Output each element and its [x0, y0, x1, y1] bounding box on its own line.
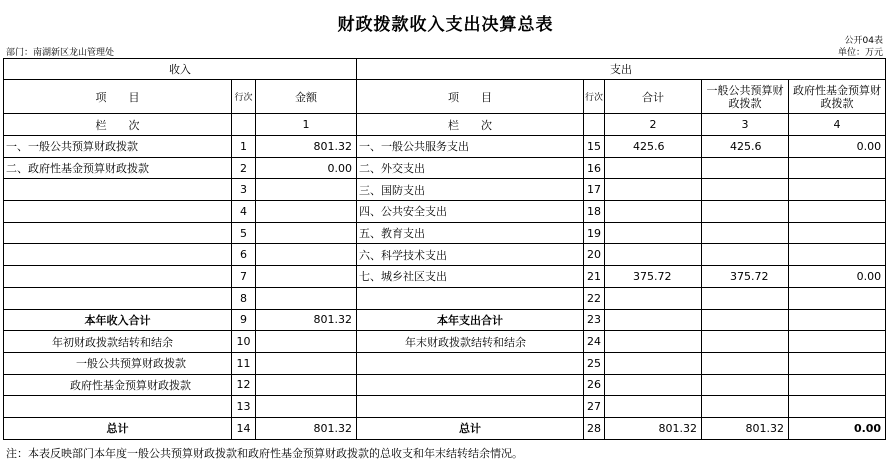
expense-fund: [789, 374, 886, 396]
expense-line: 27: [584, 396, 605, 418]
expense-item: 一、一般公共服务支出: [357, 136, 584, 158]
table-row: [4, 266, 886, 288]
expense-line: 19: [584, 222, 605, 244]
income-line: 11: [232, 352, 256, 374]
expense-total: 801.32: [605, 417, 702, 439]
expense-total-header: 合计: [605, 80, 702, 114]
expense-fund: [789, 352, 886, 374]
income-amount: [256, 396, 357, 418]
form-code: 公开04表: [844, 36, 883, 46]
expense-item: 本年支出合计: [357, 309, 584, 331]
table-row: [4, 244, 886, 266]
expense-general: [702, 201, 789, 223]
expense-general: [702, 287, 789, 309]
expense-general: [702, 331, 789, 353]
income-amount: 801.32: [256, 309, 357, 331]
expense-line: 15: [584, 136, 605, 158]
expense-fund: [789, 244, 886, 266]
income-amount-header: 金额: [256, 80, 357, 114]
expense-fund: [789, 222, 886, 244]
income-amount: 801.32: [256, 417, 357, 439]
expense-line: 21: [584, 266, 605, 288]
income-item: [4, 287, 232, 309]
column-number-1: 1: [256, 114, 357, 136]
table-row: [4, 331, 886, 353]
expense-line: 18: [584, 201, 605, 223]
expense-general: [702, 244, 789, 266]
income-item: 本年收入合计: [4, 309, 232, 331]
expense-total: 425.6: [605, 136, 702, 158]
expense-total: [605, 309, 702, 331]
expense-line-header: 行次: [584, 80, 605, 114]
expense-fund: [789, 331, 886, 353]
income-amount: [256, 222, 357, 244]
expense-line: 17: [584, 179, 605, 201]
expense-line: 25: [584, 352, 605, 374]
income-amount: 0.00: [256, 157, 357, 179]
expense-fund: [789, 179, 886, 201]
expense-line: 22: [584, 287, 605, 309]
income-amount: [256, 374, 357, 396]
income-amount: [256, 244, 357, 266]
income-item: 总计: [4, 417, 232, 439]
income-line: 2: [232, 157, 256, 179]
income-amount: [256, 331, 357, 353]
table-row: [4, 287, 886, 309]
expense-fund: 0.00: [789, 266, 886, 288]
table-row: [4, 136, 886, 158]
expense-item: [357, 352, 584, 374]
income-item: [4, 201, 232, 223]
expense-item: [357, 374, 584, 396]
expense-general: 375.72: [702, 266, 789, 288]
expense-total: [605, 331, 702, 353]
income-amount: [256, 179, 357, 201]
expense-line: 24: [584, 331, 605, 353]
table-row: [4, 157, 886, 179]
expense-total: [605, 222, 702, 244]
income-line: 4: [232, 201, 256, 223]
income-line: 3: [232, 179, 256, 201]
expense-general: 801.32: [702, 417, 789, 439]
expense-general: [702, 157, 789, 179]
expense-item: 五、教育支出: [357, 222, 584, 244]
expense-total: [605, 374, 702, 396]
income-item: [4, 266, 232, 288]
expense-item: 总计: [357, 417, 584, 439]
expense-general: [702, 352, 789, 374]
fiscal-allocation-table: [3, 58, 886, 440]
income-item: [4, 222, 232, 244]
general-budget-header: 一般公共预算财政拨款: [702, 80, 789, 114]
income-amount: [256, 201, 357, 223]
table-row: [4, 222, 886, 244]
expense-total: [605, 396, 702, 418]
expense-general: 425.6: [702, 136, 789, 158]
expense-total: [605, 287, 702, 309]
department-label: 部门：南湖新区龙山管理处: [6, 48, 115, 58]
expense-fund: [789, 287, 886, 309]
income-header: 收入: [4, 59, 357, 80]
income-line: 14: [232, 417, 256, 439]
column-number-3: 3: [702, 114, 789, 136]
expense-item-header: 项 目: [357, 80, 584, 114]
table-row: [4, 352, 886, 374]
expense-fund: [789, 157, 886, 179]
column-number-2: 2: [605, 114, 702, 136]
table-row-total: [4, 417, 886, 439]
income-item-header: 项 目: [4, 80, 232, 114]
income-line: 12: [232, 374, 256, 396]
unit-label: 单位：万元: [837, 48, 883, 58]
income-item: 政府性基金预算财政拨款: [4, 374, 232, 396]
expense-fund: [789, 396, 886, 418]
expense-item: [357, 396, 584, 418]
expense-item: [357, 287, 584, 309]
income-item: 年初财政拨款结转和结余: [4, 331, 232, 353]
expense-line: 20: [584, 244, 605, 266]
income-line: 8: [232, 287, 256, 309]
empty-cell: [584, 114, 605, 136]
expense-general: [702, 309, 789, 331]
income-line: 7: [232, 266, 256, 288]
expense-header: 支出: [357, 59, 886, 80]
income-item: 一、一般公共预算财政拨款: [4, 136, 232, 158]
empty-cell: [232, 114, 256, 136]
expense-fund: 0.00: [789, 417, 886, 439]
expense-total: [605, 244, 702, 266]
expense-item: 年末财政拨款结转和结余: [357, 331, 584, 353]
expense-item: 三、国防支出: [357, 179, 584, 201]
footnote: 注：本表反映部门本年度一般公共预算财政拨款和政府性基金预算财政拨款的总收支和年末结转结余情况。: [6, 447, 523, 460]
table-row: [4, 396, 886, 418]
table-row: [4, 201, 886, 223]
income-amount: [256, 352, 357, 374]
income-amount: [256, 266, 357, 288]
expense-general: [702, 396, 789, 418]
expense-item: 七、城乡社区支出: [357, 266, 584, 288]
expense-fund: 0.00: [789, 136, 886, 158]
expense-general: [702, 222, 789, 244]
income-line: 6: [232, 244, 256, 266]
income-line: 5: [232, 222, 256, 244]
expense-total: [605, 179, 702, 201]
income-item: [4, 179, 232, 201]
table-row: [4, 179, 886, 201]
expense-total: [605, 157, 702, 179]
income-item: [4, 244, 232, 266]
expense-line: 23: [584, 309, 605, 331]
expense-line: 16: [584, 157, 605, 179]
expense-item: 四、公共安全支出: [357, 201, 584, 223]
expense-item: 二、外交支出: [357, 157, 584, 179]
header-row-sections: [4, 59, 886, 80]
column-number-4: 4: [789, 114, 886, 136]
table-row: [4, 309, 886, 331]
income-item: [4, 396, 232, 418]
table-row: [4, 374, 886, 396]
expense-fund: [789, 201, 886, 223]
expense-total: [605, 201, 702, 223]
expense-total: 375.72: [605, 266, 702, 288]
income-item: 二、政府性基金预算财政拨款: [4, 157, 232, 179]
expense-total: [605, 352, 702, 374]
expense-fund: [789, 309, 886, 331]
expense-column-label: 栏 次: [357, 114, 584, 136]
income-column-label: 栏 次: [4, 114, 232, 136]
expense-line: 26: [584, 374, 605, 396]
expense-item: 六、科学技术支出: [357, 244, 584, 266]
income-line: 10: [232, 331, 256, 353]
report-title: 财政拨款收入支出决算总表: [337, 15, 554, 35]
expense-general: [702, 374, 789, 396]
income-line: 1: [232, 136, 256, 158]
income-amount: [256, 287, 357, 309]
income-amount: 801.32: [256, 136, 357, 158]
header-row-column-numbers: [4, 114, 886, 136]
expense-line: 28: [584, 417, 605, 439]
expense-general: [702, 179, 789, 201]
income-line-header: 行次: [232, 80, 256, 114]
income-line: 9: [232, 309, 256, 331]
gov-fund-header: 政府性基金预算财政拨款: [789, 80, 886, 114]
header-row-columns: [4, 80, 886, 114]
income-item: 一般公共预算财政拨款: [4, 352, 232, 374]
income-line: 13: [232, 396, 256, 418]
